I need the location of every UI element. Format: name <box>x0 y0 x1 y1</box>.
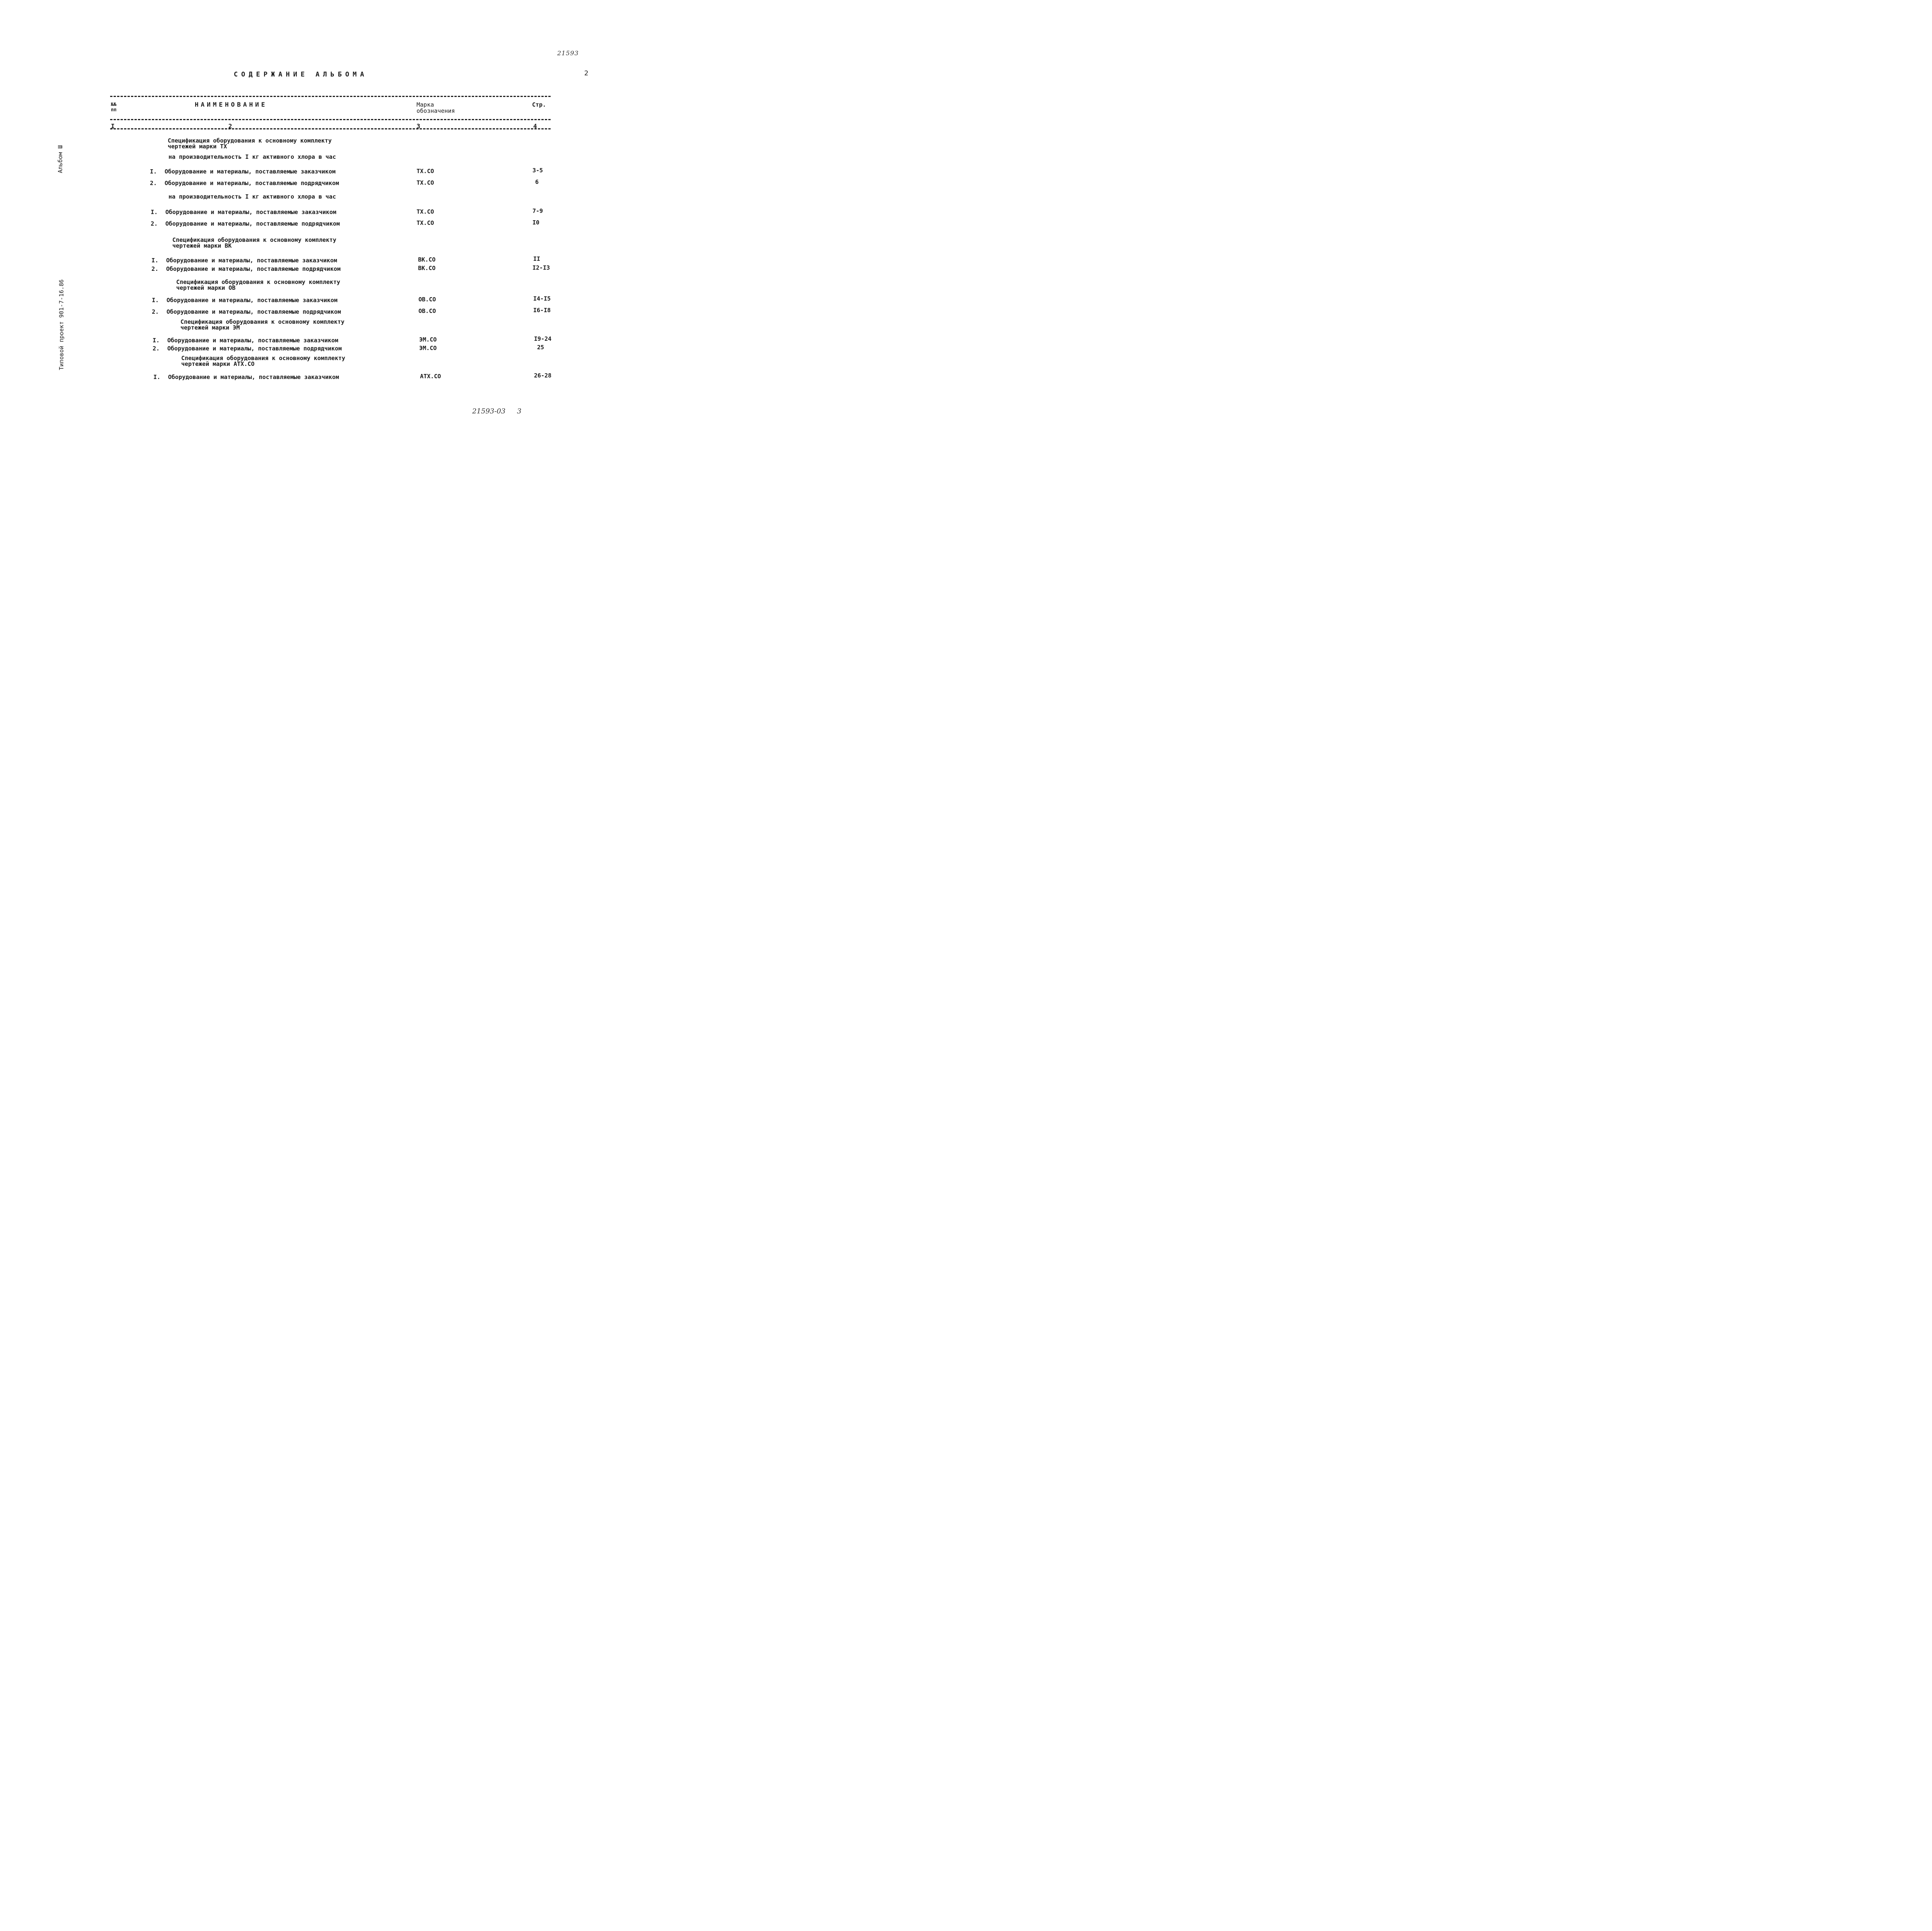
row-page: I6-I8 <box>533 307 551 314</box>
row-page: I2-I3 <box>532 264 550 271</box>
row-number: 2. <box>151 220 158 227</box>
row-page: I0 <box>532 219 540 226</box>
header-col-page: Стр. <box>532 101 546 108</box>
row-mark: ТХ.СО <box>417 219 434 226</box>
header-col-name: НАИМЕНОВАНИЕ <box>195 101 267 108</box>
row-name: Оборудование и материалы, поставляемые заказчиком <box>167 297 338 304</box>
row-number: I. <box>152 297 159 304</box>
section-heading: Спецификация оборудования к основному комплекту чертежей марки ВК <box>172 236 337 249</box>
section-heading: Спецификация оборудования к основному комплекту чертежей марки ОВ <box>176 279 340 291</box>
row-name: Оборудование и материалы, поставляемые подрядчиком <box>167 345 342 352</box>
header-rule-bottom <box>110 128 551 129</box>
row-page: I4-I5 <box>533 295 551 302</box>
header-col-mark: Марка обозначения <box>417 101 455 114</box>
row-number: I. <box>151 209 158 216</box>
row-number: 2. <box>152 308 159 315</box>
row-number: I. <box>150 168 157 175</box>
column-index-1: I <box>111 122 115 130</box>
row-name: Оборудование и материалы, поставляемые заказчиком <box>166 257 337 264</box>
row-name: Оборудование и материалы, поставляемые подрядчиком <box>165 220 340 227</box>
header-rule-middle <box>110 119 551 120</box>
row-mark: ОВ.СО <box>418 308 436 314</box>
row-page: 7-9 <box>532 207 543 214</box>
row-mark: ОВ.СО <box>418 296 436 303</box>
row-name: Оборудование и материалы, поставляемые заказчиком <box>167 337 338 344</box>
row-mark: ВК.СО <box>418 265 436 272</box>
inventory-stamp-bottom: 21593-03 <box>472 407 506 415</box>
row-number: 2. <box>150 180 157 187</box>
section-heading: Спецификация оборудования к основному комплекту чертежей марки ЭМ <box>180 318 345 331</box>
column-index-4: 4 <box>533 122 537 130</box>
row-name: Оборудование и материалы, поставляемые подрядчиком <box>165 180 339 187</box>
document-page <box>0 0 618 467</box>
section-heading: Спецификация оборудования к основному комплекту чертежей марки АТХ.СО <box>181 355 345 367</box>
row-mark: ТХ.СО <box>417 208 434 215</box>
row-name: Оборудование и материалы, поставляемые заказчиком <box>165 168 336 175</box>
inventory-stamp-top: 21593 <box>557 49 579 57</box>
row-name: Оборудование и материалы, поставляемые подрядчиком <box>167 308 341 315</box>
section-heading: Спецификация оборудования к основному комплекту чертежей марки ТХ <box>168 137 332 150</box>
header-col-number: №№ пп <box>111 102 117 112</box>
row-name: Оборудование и материалы, поставляемые подрядчиком <box>166 265 341 272</box>
page-number: 2 <box>584 70 588 77</box>
row-mark: ТХ.СО <box>417 168 434 175</box>
row-number: I. <box>153 337 160 344</box>
side-label-project: Типовой проект 901-7-16.86 <box>58 279 65 370</box>
row-mark: АТХ.СО <box>420 373 441 380</box>
section-subheading: на производительность I кг активного хлора в час <box>168 193 336 200</box>
row-page: 25 <box>537 344 544 351</box>
column-index-3: 3 <box>417 122 420 130</box>
row-page: II <box>533 255 541 262</box>
row-mark: ЭМ.СО <box>419 345 437 352</box>
header-rule-top <box>110 96 551 97</box>
section-subheading: на производительность I кг активного хлора в час <box>168 153 336 160</box>
page-title: СОДЕРЖАНИЕ АЛЬБОМА <box>234 71 368 78</box>
row-name: Оборудование и материалы, поставляемые заказчиком <box>165 209 337 216</box>
row-number: 2. <box>151 265 159 272</box>
row-page: I9-24 <box>534 335 552 342</box>
row-mark: ВК.СО <box>418 256 436 263</box>
row-number: I. <box>153 374 161 381</box>
side-label-album: Альбом Ш <box>57 145 64 173</box>
row-number: I. <box>151 257 159 264</box>
row-page: 6 <box>535 178 539 185</box>
row-page: 3-5 <box>532 167 543 174</box>
row-number: 2. <box>153 345 160 352</box>
row-mark: ТХ.СО <box>417 179 434 186</box>
sheet-number-stamp: 3 <box>517 407 522 415</box>
row-name: Оборудование и материалы, поставляемые заказчиком <box>168 374 339 381</box>
row-mark: ЭМ.СО <box>419 336 437 343</box>
column-index-2: 2 <box>228 122 232 130</box>
row-page: 26-28 <box>534 372 552 379</box>
